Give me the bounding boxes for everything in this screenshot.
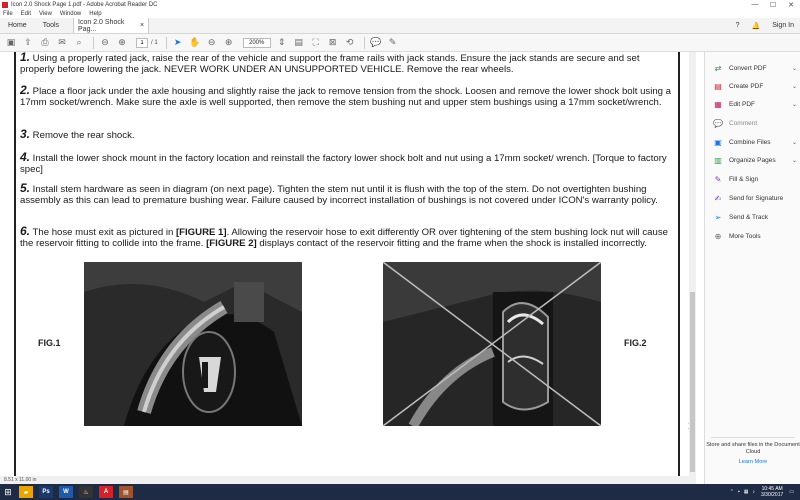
tab-close-icon[interactable]: × [139, 22, 145, 29]
zoom-out-icon[interactable]: ⊖ [207, 37, 216, 47]
comment-tool-icon[interactable]: 💬 [370, 37, 382, 47]
tab-spacer [149, 18, 730, 33]
tool-create-pdf[interactable]: ▤ Create PDF ⌄ [714, 81, 797, 91]
page-number-input[interactable] [136, 38, 148, 48]
window-title: Icon 2.0 Shock Page 1.pdf - Adobe Acrobat Reader DC [11, 1, 158, 8]
page-size-status: 8.51 x 11.00 in [0, 476, 696, 484]
convert-pdf-icon: ⇄ [714, 63, 722, 73]
pdf-app-taskbar-icon[interactable]: ▤ [119, 486, 133, 498]
email-icon[interactable]: ✉ [58, 37, 66, 47]
combine-files-icon: ▣ [714, 137, 722, 147]
hand-tool-icon[interactable]: ✋ [189, 37, 201, 47]
menu-window[interactable]: Window [59, 10, 82, 17]
tab-document-label: Icon 2.0 Shock Pag... [78, 18, 125, 33]
create-pdf-icon: ▤ [714, 81, 722, 91]
acrobat-app-icon [2, 2, 8, 8]
taskbar-clock[interactable] [761, 486, 783, 498]
windows-start-icon[interactable]: ⊞ [4, 486, 12, 497]
menu-view[interactable]: View [39, 10, 52, 17]
tray-arrow-icon[interactable]: ⌃ [729, 489, 734, 495]
full-screen-icon[interactable]: ⛶ [312, 37, 319, 47]
steam-icon[interactable]: ♨ [79, 486, 93, 498]
chevron-down-icon: ⌄ [791, 83, 797, 90]
fit-page-icon[interactable]: ⇕ [277, 37, 286, 47]
clock-time: 10:45 AM [761, 486, 783, 492]
file-explorer-icon[interactable]: ▰ [19, 486, 33, 498]
acrobat-taskbar-icon[interactable]: A [99, 486, 113, 498]
title-bar [0, 0, 800, 9]
step-5: 5. Install stem hardware as seen in diagram (on next page). Tighten the stem nut until it is flush with the top of the stem. Do not overtighten bushing assembly as this can lead to premature bushing wear. Failure caused by incorrect installation of bushings is not covered under ICON's warranty policy. [20, 181, 658, 206]
learn-more-link[interactable]: Learn More [738, 459, 768, 465]
step-6: 6. The hose must exit as pictured in [FIGURE 1]. Allowing the reservoir hose to exit differently OR over tightening of the stem bushing lock nut will cause the reservoir fitting to collide into the frame. [FIGURE 2] displays contact of the reservoir fitting and the frame when the shock is installed incorrectly. [20, 224, 668, 249]
highlight-pen-icon[interactable]: ✎ [388, 37, 397, 47]
toolbar-divider [166, 37, 167, 49]
tab-row [0, 18, 800, 34]
photoshop-icon[interactable]: Ps [39, 486, 53, 498]
tool-send-track[interactable]: ➢ Send & Track [714, 212, 769, 222]
menu-file[interactable]: File [3, 10, 13, 17]
tab-home[interactable]: Home [8, 22, 27, 29]
system-tray [730, 486, 800, 498]
vertical-scrollbar[interactable] [689, 52, 696, 476]
comment-icon: 💬 [713, 118, 723, 128]
tab-tools[interactable]: Tools [42, 22, 60, 29]
send-track-icon: ➢ [714, 212, 722, 222]
help-icon[interactable]: ? [735, 22, 740, 29]
zoom-in-icon[interactable]: ⊕ [224, 37, 233, 47]
word-icon[interactable]: W [59, 486, 73, 498]
chevron-down-icon: ⌄ [791, 139, 797, 146]
panel-divider [711, 437, 795, 438]
send-signature-icon: ✍ [714, 193, 722, 203]
chevron-down-icon: ⌄ [791, 101, 797, 108]
search-icon[interactable]: ⌕ [76, 37, 82, 47]
tool-comment[interactable]: 💬 Comment [713, 118, 758, 128]
notifications-icon[interactable]: 🔔 [751, 22, 761, 30]
minimize-icon[interactable]: — [751, 1, 759, 8]
scrollbar-thumb[interactable] [690, 292, 695, 472]
sign-in-link[interactable]: Sign In [772, 22, 794, 29]
page-total: / 1 [151, 39, 158, 46]
tab-document[interactable] [73, 18, 149, 33]
close-icon[interactable]: ✕ [788, 1, 794, 9]
document-viewport[interactable] [0, 52, 696, 476]
organize-pages-icon: ▥ [714, 155, 722, 165]
scroll-mode-icon[interactable]: ▤ [294, 37, 303, 47]
select-cursor-icon[interactable]: ➤ [173, 37, 182, 47]
maximize-icon[interactable]: ☐ [769, 1, 777, 9]
tool-send-for-signature[interactable]: ✍ Send for Signature [714, 193, 784, 203]
tool-edit-pdf[interactable]: ▦ Edit PDF ⌄ [714, 99, 797, 109]
fig2-label: FIG.2 [624, 338, 647, 348]
network-icon[interactable]: ▦ [743, 489, 749, 495]
volume-icon[interactable]: ♪ [752, 489, 756, 495]
action-center-icon[interactable]: ▭ [789, 489, 794, 495]
menu-help[interactable]: Help [89, 10, 102, 17]
step-1: 1. Using a properly rated jack, raise the rear of the vehicle and support the frame rails with jack stands. Ensure the jack stands are secure and set properly before lowering the jack. NEVER WORK UNDER AN UNSUPPORTED VEHICLE. Remove the rear wheels. [20, 52, 640, 75]
tray-app-icon[interactable]: ▪ [738, 489, 740, 495]
zoom-select[interactable]: 200% [243, 38, 271, 48]
tools-pane [704, 52, 800, 484]
fill-sign-icon: ✎ [714, 174, 722, 184]
figure-1-photo [84, 262, 302, 426]
tool-more-tools[interactable]: ⊕ More Tools [714, 231, 761, 241]
rotate-icon[interactable]: ⟲ [345, 37, 354, 47]
read-mode-icon[interactable]: ⊠ [328, 37, 337, 47]
tool-fill-sign[interactable]: ✎ Fill & Sign [714, 174, 759, 184]
fig1-label: FIG.1 [38, 338, 61, 348]
upload-icon[interactable]: ⇪ [24, 37, 32, 47]
next-page-icon[interactable]: ⊕ [118, 37, 126, 47]
windows-taskbar [0, 484, 800, 500]
chevron-down-icon: ⌄ [791, 157, 797, 164]
document-cloud-promo [705, 442, 800, 466]
more-tools-icon: ⊕ [714, 231, 722, 241]
save-icon[interactable]: ▣ [6, 37, 16, 47]
toolbar-divider [93, 37, 94, 49]
edit-pdf-icon: ▦ [714, 99, 722, 109]
pdf-page [14, 52, 680, 476]
print-icon[interactable]: ⎙ [41, 37, 49, 47]
step-4: 4. Install the lower shock mount in the factory location and reinstall the factory lower shock bolt and nut using a 17mm socket/ wrench. [Torque to factory spec] [20, 150, 667, 175]
step-2: 2. Place a floor jack under the axle housing and slightly raise the jack to remove tension from the shock. Loosen and remove the lower shock bolt using a 17mm socket/wrench. Make sure the axle is well supported, then remove the stem bushing nut and upper stem bushings using a 17mm socket/wrench. [20, 83, 672, 108]
menu-edit[interactable]: Edit [20, 10, 32, 17]
toolbar-divider [364, 37, 365, 49]
tool-organize-pages[interactable]: ▥ Organize Pages ⌄ [714, 155, 797, 165]
figure-2-photo [383, 262, 601, 426]
clock-date: 3/30/2017 [761, 492, 784, 498]
tool-combine-files[interactable]: ▣ Combine Files ⌄ [714, 137, 797, 147]
step-3: 3. Remove the rear shock. [20, 127, 135, 141]
prev-page-icon[interactable]: ⊖ [101, 37, 109, 47]
cloud-promo-text: Store and share files in the Document Cloud [706, 442, 800, 455]
page-navigator [136, 38, 158, 48]
menu-bar [0, 9, 800, 18]
toolbar [0, 34, 800, 52]
chevron-down-icon: ⌄ [791, 65, 797, 72]
tool-convert-pdf[interactable]: ⇄ Convert PDF ⌄ [714, 63, 797, 73]
